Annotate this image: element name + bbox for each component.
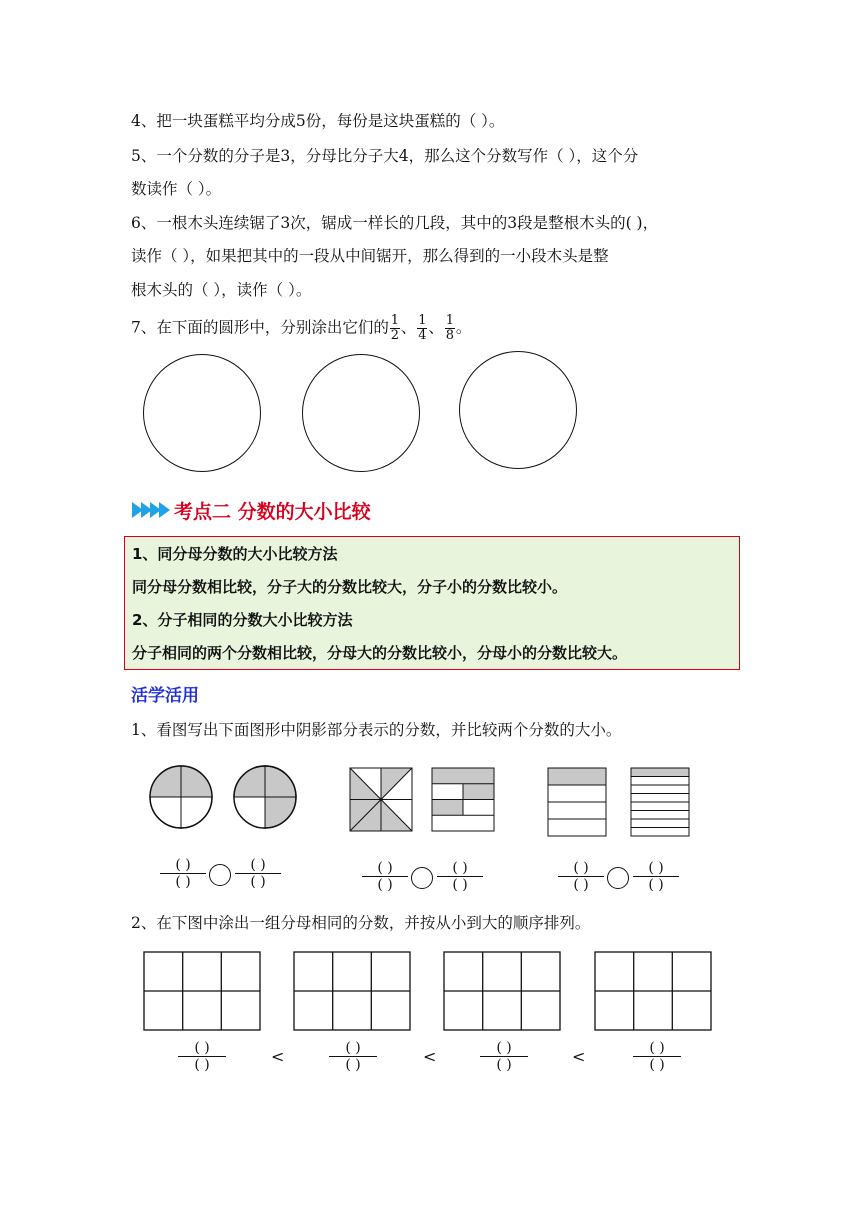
grid-rect-1[interactable] — [144, 952, 260, 1030]
answer-fraction[interactable]: ( ) ( ) — [558, 860, 604, 893]
exercise-1-figures — [140, 760, 700, 840]
question-7: 7、在下面的圆形中，分别涂出它们的 $\frac{1}{2}$ 、 $\frac{1}{4}$ 、 $\frac{1}{8}$ 。 — [131, 313, 472, 343]
question-6-line3: 根木头的（ ），读作（ ）。 — [131, 281, 312, 299]
grid-rect-4[interactable] — [595, 952, 711, 1030]
grid-rect-2[interactable] — [294, 952, 410, 1030]
shaded-circle-1[interactable] — [150, 766, 212, 828]
question-5-line1: 5、一个分数的分子是3，分母比分子大4，那么这个分数写作（ ），这个分 — [131, 147, 639, 165]
question-4: 4、把一块蛋糕平均分成5份，每份是这块蛋糕的（ ）。 — [131, 112, 505, 130]
compare-circle[interactable] — [607, 867, 629, 889]
fraction-half: $\frac{1}{2}$ — [390, 313, 400, 343]
key-point-text-1: 同分母分数相比较，分子大的分数比较大，分子小的分数比较小。 — [132, 578, 568, 596]
empty-circle-1[interactable] — [143, 354, 261, 472]
answer-fraction[interactable]: ( ) ( ) — [633, 1040, 681, 1073]
section-title-text: 考点二 分数的大小比较 — [174, 500, 371, 523]
less-than-sign: < — [271, 1047, 285, 1066]
shaded-stripe-rect-1[interactable] — [548, 768, 606, 836]
answer-fraction[interactable]: ( ) ( ) — [178, 1040, 226, 1073]
shaded-square-triangles[interactable] — [350, 768, 412, 831]
exercise-2: 2、在下图中涂出一组分母相同的分数，并按从小到大的顺序排列。 — [131, 914, 591, 932]
shaded-circle-2[interactable] — [234, 766, 296, 828]
question-7-text: 7、在下面的圆形中，分别涂出它们的 — [131, 318, 389, 337]
key-point-heading-1: 1、同分母分数的大小比较方法 — [132, 545, 338, 563]
empty-circle-3[interactable] — [459, 351, 577, 469]
fraction-eighth: $\frac{1}{8}$ — [445, 313, 455, 343]
section-title — [132, 499, 371, 521]
compare-circle[interactable] — [209, 864, 231, 886]
exercise-2-grids — [140, 948, 720, 1034]
practice-heading: 活学活用 — [131, 686, 199, 706]
grid-rect-3[interactable] — [444, 952, 560, 1030]
empty-circle-2[interactable] — [302, 354, 420, 472]
question-6-line2: 读作（ ），如果把其中的一段从中间锯开，那么得到的一小段木头是整 — [131, 247, 609, 265]
chevron-arrows-icon — [132, 502, 168, 518]
answer-fraction[interactable]: ( ) ( ) — [633, 860, 679, 893]
key-point-text-2: 分子相同的两个分数相比较，分母大的分数比较小，分母小的分数比较大。 — [132, 644, 628, 662]
answer-fraction[interactable]: ( ) ( ) — [235, 857, 281, 890]
shaded-stripe-rect-2[interactable] — [631, 768, 689, 836]
answer-fraction[interactable]: ( ) ( ) — [160, 857, 206, 890]
key-point-heading-2: 2、分子相同的分数大小比较方法 — [132, 611, 353, 629]
question-5-line2: 数读作（ ）。 — [131, 180, 222, 198]
key-points-box — [124, 536, 740, 670]
question-6-line1: 6、一根木头连续锯了3次，锯成一样长的几段，其中的3段是整根木头的( )， — [131, 214, 659, 232]
answer-fraction[interactable]: ( ) ( ) — [362, 860, 408, 893]
fraction-quarter: $\frac{1}{4}$ — [418, 313, 427, 343]
exercise-1: 1、看图写出下面图形中阴影部分表示的分数，并比较两个分数的大小。 — [131, 721, 622, 739]
answer-fraction[interactable]: ( ) ( ) — [480, 1040, 528, 1073]
less-than-sign: < — [572, 1047, 586, 1066]
answer-fraction[interactable]: ( ) ( ) — [329, 1040, 377, 1073]
compare-circle[interactable] — [411, 867, 433, 889]
shaded-grid-rect[interactable] — [432, 768, 494, 831]
less-than-sign: < — [423, 1047, 437, 1066]
answer-fraction[interactable]: ( ) ( ) — [437, 860, 483, 893]
